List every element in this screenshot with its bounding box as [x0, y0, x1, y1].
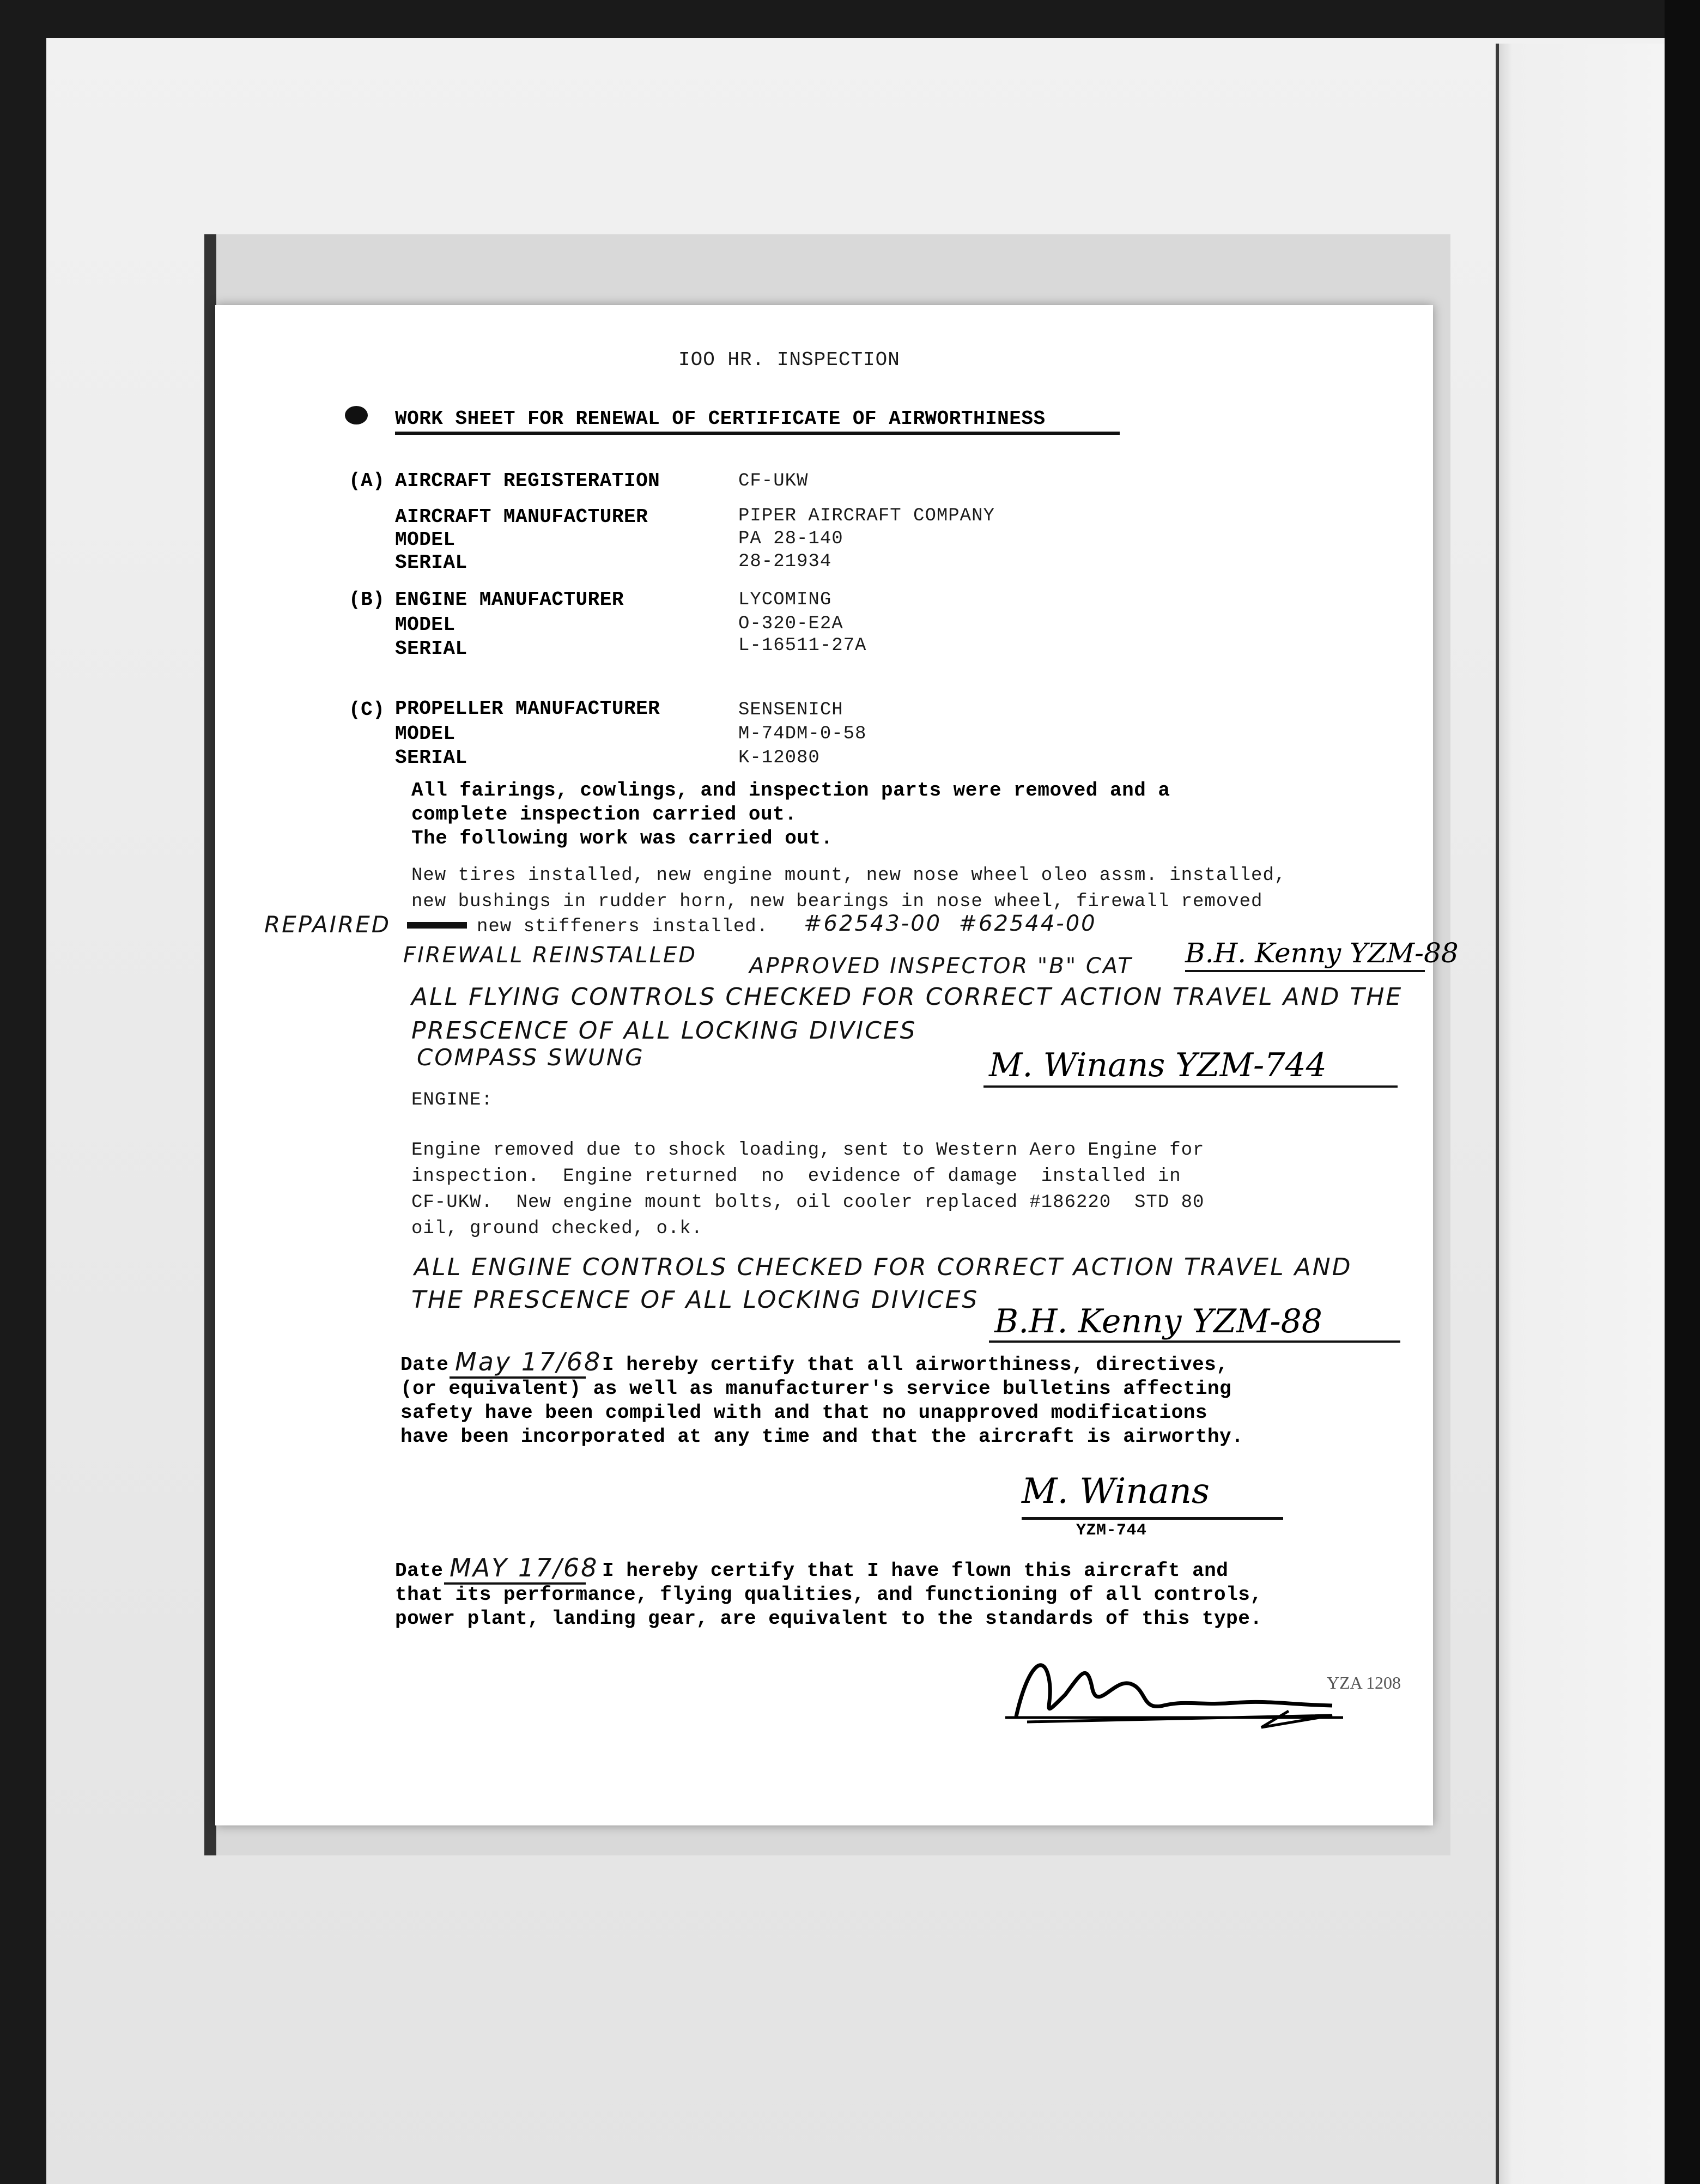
handwritten-firewall-note: FIREWALL REINSTALLED [403, 943, 697, 968]
engine-model-label: MODEL [395, 614, 456, 636]
right-page-edge [1496, 44, 1668, 2184]
work-line: new stiffeners installed. [477, 917, 769, 937]
inspector-licence: YZM-744 [1076, 1521, 1147, 1540]
aircraft-model-label: MODEL [395, 529, 456, 551]
pilot-signature [1005, 1646, 1343, 1733]
propeller-model-label: MODEL [395, 723, 456, 745]
engine-line: Engine removed due to shock loading, sent to Western Aero Engine for [411, 1140, 1205, 1161]
flight-certify-line: that its performance, flying qualities, and functioning of all controls, [395, 1584, 1262, 1606]
intro-line: complete inspection carried out. [411, 803, 797, 826]
intro-line: The following work was carried out. [411, 827, 833, 850]
handwritten-compass-swung: COMPASS SWUNG [417, 1044, 645, 1071]
page-subtitle: WORK SHEET FOR RENEWAL OF CERTIFICATE OF AIRWORTHINESS [395, 408, 1046, 430]
certify-line: I hereby certify that all airworthiness, directives, [602, 1354, 1229, 1376]
handwritten-repaired: REPAIRED [264, 911, 391, 938]
section-b-marker: (B) [349, 589, 385, 611]
aircraft-registration-label: AIRCRAFT REGISTERATION [395, 470, 660, 492]
hole-punch-mark [345, 406, 368, 424]
engine-line: CF-UKW. New engine mount bolts, oil cooler replaced #186220 STD 80 [411, 1192, 1205, 1213]
handwritten-controls-line: ALL FLYING CONTROLS CHECKED FOR CORRECT ACTION TRAVEL AND THE [411, 983, 1403, 1011]
signature-kenny-1: B.H. Kenny YZM-88 [1185, 937, 1459, 969]
propeller-serial-value: K-12080 [738, 748, 820, 768]
handwritten-engine-controls: THE PRESCENCE OF ALL LOCKING DIVICES [411, 1286, 979, 1314]
flight-date-value: MAY 17/68 [450, 1553, 599, 1582]
flight-certify-line: power plant, landing gear, are equivalent to the standards of this type. [395, 1607, 1262, 1630]
intro-line: All fairings, cowlings, and inspection parts were removed and a [411, 779, 1170, 802]
work-line: New tires installed, new engine mount, new nose wheel oleo assm. installed, [411, 865, 1286, 886]
flight-date-label: Date [395, 1560, 444, 1582]
handwritten-part-numbers: #62543-00 #62544-00 [804, 911, 1097, 936]
pilot-licence-stamp: YZA 1208 [1327, 1673, 1401, 1692]
engine-manufacturer-label: ENGINE MANUFACTURER [395, 589, 624, 611]
aircraft-manufacturer-label: AIRCRAFT MANUFACTURER [395, 506, 648, 528]
flight-certify-line: I hereby certify that I have flown this aircraft and [602, 1560, 1229, 1582]
propeller-manufacturer-label: PROPELLER MANUFACTURER [395, 697, 660, 720]
certify-line: safety have been compiled with and that no unapproved modifications [400, 1402, 1207, 1424]
aircraft-serial-value: 28-21934 [738, 551, 832, 572]
scan-border [1665, 0, 1700, 2184]
engine-line: oil, ground checked, o.k. [411, 1218, 703, 1239]
aircraft-manufacturer-value: PIPER AIRCRAFT COMPANY [738, 506, 995, 526]
subtitle-underline [395, 432, 1120, 435]
aircraft-model-value: PA 28-140 [738, 529, 843, 549]
page-title: IOO HR. INSPECTION [678, 349, 900, 371]
worksheet-page [215, 305, 1459, 1825]
certify-date-label: Date [400, 1354, 449, 1376]
strike-through-mark [407, 922, 467, 929]
engine-manufacturer-value: LYCOMING [738, 590, 832, 610]
engine-serial-value: L-16511-27A [738, 635, 867, 656]
signature-underline [1022, 1517, 1283, 1520]
propeller-serial-label: SERIAL [395, 747, 467, 769]
handwritten-approved-inspector: APPROVED INSPECTOR "B" CAT [749, 954, 1133, 979]
certify-line: have been incorporated at any time and that the aircraft is airworthy. [400, 1425, 1244, 1448]
propeller-manufacturer-value: SENSENICH [738, 700, 843, 720]
signature-winans-1: M. Winans YZM-744 [989, 1046, 1327, 1084]
engine-line: inspection. Engine returned no evidence of damage installed in [411, 1166, 1181, 1187]
section-a-marker: (A) [349, 470, 385, 492]
aircraft-registration-value: CF-UKW [738, 471, 809, 492]
handwritten-controls-line: PRESCENCE OF ALL LOCKING DIVICES [411, 1017, 917, 1045]
signature-underline [989, 1340, 1400, 1343]
signature-kenny-2: B.H. Kenny YZM-88 [994, 1302, 1322, 1340]
signature-underline [1185, 970, 1425, 972]
certify-line: (or equivalent) as well as manufacturer's service bulletins affecting [400, 1378, 1232, 1400]
work-line: new bushings in rudder horn, new bearings in nose wheel, firewall removed [411, 891, 1263, 912]
handwritten-engine-controls: ALL ENGINE CONTROLS CHECKED FOR CORRECT ACTION TRAVEL AND [414, 1253, 1352, 1281]
aircraft-serial-label: SERIAL [395, 551, 467, 574]
signature-winans-2: M. Winans [1022, 1471, 1210, 1512]
engine-model-value: O-320-E2A [738, 614, 843, 634]
engine-section-heading: ENGINE: [411, 1090, 493, 1111]
signature-underline [983, 1085, 1398, 1088]
section-c-marker: (C) [349, 699, 385, 721]
engine-serial-label: SERIAL [395, 638, 467, 660]
propeller-model-value: M-74DM-0-58 [738, 724, 867, 744]
certify-date-value: May 17/68 [455, 1347, 602, 1376]
